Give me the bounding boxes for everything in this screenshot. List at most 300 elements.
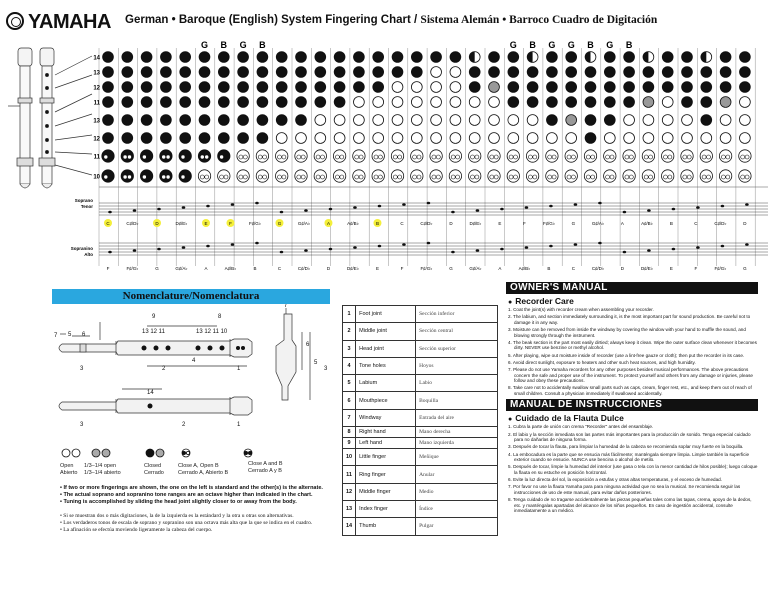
double-hole-b-icon xyxy=(745,175,749,179)
parts-cell-es: Sección inferior xyxy=(416,306,498,323)
parts-cell-n: 14 xyxy=(343,518,356,535)
parts-cell-n: 7 xyxy=(343,409,356,426)
tone-hole-icon xyxy=(682,82,693,93)
tone-hole-icon xyxy=(701,97,712,108)
soprano-note-name: C xyxy=(694,221,698,226)
tone-hole-icon xyxy=(392,97,403,108)
double-hole-icon xyxy=(372,150,384,162)
double-hole-icon xyxy=(391,170,403,182)
double-hole-icon xyxy=(584,170,596,182)
tone-hole-icon xyxy=(682,133,693,144)
tone-hole-icon xyxy=(238,115,249,126)
svg-text:9: 9 xyxy=(152,314,156,320)
soprano-note-name: G xyxy=(571,221,576,226)
parts-table-row xyxy=(343,375,498,392)
tone-hole-icon xyxy=(218,52,229,63)
tone-hole-icon xyxy=(585,82,596,93)
soprano-note-head xyxy=(549,205,553,208)
double-hole-b-icon xyxy=(726,175,730,179)
tone-hole-icon xyxy=(257,52,268,63)
double-hole-icon xyxy=(681,150,693,162)
soprano-note-name: C xyxy=(106,221,110,226)
double-hole-b-icon xyxy=(552,175,556,179)
manual-item: 5. After playing, wipe out moisture inside of recorder (use a lint-free gauze or cloth); then put the recorder in its case. xyxy=(508,352,745,358)
tone-hole-icon xyxy=(373,97,384,108)
tone-hole-icon xyxy=(508,97,519,108)
alto-note-name: E xyxy=(375,266,379,271)
double-hole-icon xyxy=(237,170,249,182)
tone-hole-icon xyxy=(720,82,731,93)
soprano-note-name: A♯/B♭ xyxy=(347,221,359,226)
parts-cell-n: 2 xyxy=(343,323,356,340)
parts-cell-en: Thumb xyxy=(356,518,416,535)
tone-hole-icon xyxy=(740,115,751,126)
double-hole-b-icon xyxy=(378,155,382,159)
tone-hole-icon xyxy=(682,115,693,126)
alto-note-head xyxy=(378,245,382,248)
tone-hole-icon xyxy=(624,52,635,63)
parts-table-row xyxy=(343,392,498,409)
double-hole-icon xyxy=(565,170,577,182)
diagram-tone-hole-icon xyxy=(196,346,201,351)
double-hole-icon xyxy=(681,170,693,182)
tone-hole-icon xyxy=(218,67,229,78)
tone-hole-icon xyxy=(141,52,152,63)
alto-note-name: B xyxy=(253,266,257,271)
double-hole-a-icon xyxy=(490,155,494,159)
double-hole-b-icon xyxy=(224,175,228,179)
tone-hole-icon xyxy=(740,52,751,63)
soprano-note-name: F xyxy=(523,221,526,226)
soprano-note-name: C♯/D♭ xyxy=(714,221,727,226)
double-hole-a-icon xyxy=(200,175,204,179)
tone-hole-icon xyxy=(469,82,480,93)
parts-table-row xyxy=(343,357,498,374)
double-hole-a-icon xyxy=(181,155,185,159)
double-hole-a-icon xyxy=(664,155,668,159)
soprano-note-head xyxy=(696,206,700,209)
double-hole-a-icon xyxy=(220,175,224,179)
double-hole-b-icon xyxy=(282,155,286,159)
double-hole-a-icon xyxy=(220,155,224,159)
soprano-note-name: F xyxy=(229,221,232,226)
tone-hole-icon xyxy=(450,52,461,63)
double-hole-b-icon xyxy=(629,155,633,159)
double-hole-icon xyxy=(430,150,442,162)
parts-table-row xyxy=(343,518,498,535)
double-hole-b-icon xyxy=(301,155,305,159)
tone-hole-icon xyxy=(257,67,268,78)
double-hole-b-icon xyxy=(687,175,691,179)
thumb-indicator-label: B xyxy=(220,40,228,50)
double-hole-icon xyxy=(218,150,230,162)
tone-hole-icon xyxy=(662,52,673,63)
tone-hole-icon xyxy=(218,82,229,93)
tone-hole-icon xyxy=(508,52,519,63)
double-hole-b-icon xyxy=(726,155,730,159)
parts-cell-es: Labio xyxy=(416,375,498,392)
alto-note-head xyxy=(598,242,602,245)
legend-partial: 1/3–1/4 open 1/3–1/4 abierto xyxy=(84,463,121,476)
tone-hole-icon xyxy=(103,52,114,63)
parts-cell-es: Boquilla xyxy=(416,392,498,409)
note-english-1: • If two or more fingerings are shown, the one on the left is standard and the other(s) is the alternate. xyxy=(60,485,323,491)
tone-hole-icon xyxy=(643,97,654,108)
svg-text:3: 3 xyxy=(80,422,84,428)
parts-cell-en: Left hand xyxy=(356,438,416,449)
page-title xyxy=(125,14,657,26)
legend-close-ab: Close A, Open B Cerrado A, Abierto B xyxy=(178,463,229,476)
parts-cell-es: Sección central xyxy=(416,323,498,340)
tone-hole-icon xyxy=(218,115,229,126)
double-hole-b-icon xyxy=(494,175,498,179)
double-hole-b-icon xyxy=(668,155,672,159)
double-hole-a-icon xyxy=(683,155,687,159)
tone-hole-icon xyxy=(122,97,133,108)
tone-hole-icon xyxy=(199,52,210,63)
manual-item: 2. The labium, and section immediately surrounding it, is the most important part for sound production. Be careful not to damage it in any way. xyxy=(508,314,751,325)
double-hole-a-icon xyxy=(625,155,629,159)
tone-hole-icon xyxy=(180,97,191,108)
tone-hole-icon xyxy=(547,133,558,144)
svg-text:3: 3 xyxy=(80,366,84,372)
double-hole-icon xyxy=(198,170,210,182)
tone-hole-icon xyxy=(527,97,538,108)
svg-text:2: 2 xyxy=(162,366,166,372)
double-hole-b-icon xyxy=(417,155,421,159)
parts-cell-n: 8 xyxy=(343,427,356,438)
double-hole-a-icon xyxy=(355,175,359,179)
alto-note-head xyxy=(623,251,627,254)
tone-hole-icon xyxy=(199,133,210,144)
tone-hole-icon xyxy=(604,82,615,93)
parts-cell-en: Middle joint xyxy=(356,323,416,340)
double-hole-b-icon xyxy=(552,155,556,159)
tone-hole-icon xyxy=(315,82,326,93)
double-hole-icon xyxy=(488,150,500,162)
double-hole-b-icon xyxy=(571,155,575,159)
double-hole-icon xyxy=(160,150,172,162)
tone-hole-icon xyxy=(180,82,191,93)
tone-hole-icon xyxy=(257,82,268,93)
double-hole-b-icon xyxy=(185,155,189,159)
manual-item: 2. El labio y la sección inmediata son las partes más importantes para la producción de sonido. Tenga especial cuidado para no dañarlas de ninguna forma. xyxy=(508,431,751,443)
tone-hole-icon xyxy=(103,82,114,93)
alto-note-head xyxy=(182,246,186,249)
double-hole-icon xyxy=(623,150,635,162)
alto-note-head xyxy=(721,245,725,248)
tone-hole-icon xyxy=(701,67,712,78)
soprano-note-name: A xyxy=(326,221,330,226)
alto-note-head xyxy=(133,249,137,252)
tone-hole-icon xyxy=(508,67,519,78)
tone-hole-icon xyxy=(354,133,365,144)
tone-hole-icon xyxy=(392,82,403,93)
double-hole-a-icon xyxy=(142,175,146,179)
double-hole-a-icon xyxy=(104,175,108,179)
tone-hole-icon xyxy=(585,97,596,108)
double-hole-b-icon xyxy=(243,175,247,179)
double-hole-a-icon xyxy=(162,155,166,159)
soprano-note-head xyxy=(280,211,284,214)
tone-hole-icon xyxy=(161,97,172,108)
parts-cell-en: Index finger xyxy=(356,500,416,517)
soprano-note-head xyxy=(500,208,504,211)
tone-hole-icon xyxy=(276,97,287,108)
yamaha-logo xyxy=(6,11,111,34)
tone-hole-icon xyxy=(180,67,191,78)
alto-note-head xyxy=(745,243,749,246)
note-english-2: • The actual soprano and sopranino tone ranges are an octave higher than indicated in the chart. xyxy=(60,492,313,498)
double-hole-a-icon xyxy=(239,155,243,159)
manual-heading-spanish: MANUAL DE INSTRUCCIONES xyxy=(506,399,758,411)
double-hole-icon xyxy=(565,150,577,162)
tone-hole-icon xyxy=(662,133,673,144)
soprano-note-head xyxy=(623,211,627,214)
tone-hole-icon xyxy=(315,52,326,63)
soprano-note-head xyxy=(353,206,357,209)
soprano-note-name: B xyxy=(669,221,673,226)
alto-note-head xyxy=(353,246,357,249)
parts-cell-n: 12 xyxy=(343,483,356,500)
tone-hole-icon xyxy=(720,52,731,63)
double-hole-icon xyxy=(256,150,268,162)
svg-text:8: 8 xyxy=(218,314,222,320)
double-hole-icon xyxy=(430,170,442,182)
double-hole-b-icon xyxy=(591,155,595,159)
double-hole-b-icon xyxy=(456,175,460,179)
half-hole-icon xyxy=(701,52,706,63)
tone-hole-icon xyxy=(122,115,133,126)
tone-hole-icon xyxy=(547,97,558,108)
tone-hole-icon xyxy=(643,67,654,78)
tone-hole-icon xyxy=(604,133,615,144)
double-hole-a-icon xyxy=(490,175,494,179)
double-hole-icon xyxy=(469,170,481,182)
double-hole-b-icon xyxy=(147,175,151,179)
svg-text:14: 14 xyxy=(147,390,154,396)
hole-number-label: 13 xyxy=(93,70,100,77)
alto-note-head xyxy=(255,242,259,245)
double-hole-a-icon xyxy=(104,155,108,159)
tone-hole-icon xyxy=(489,133,500,144)
tone-hole-icon xyxy=(238,52,249,63)
tone-hole-icon xyxy=(103,97,114,108)
tone-hole-icon xyxy=(720,115,731,126)
alto-note-head xyxy=(574,243,578,246)
tone-hole-icon xyxy=(547,52,558,63)
soprano-note-name: E xyxy=(498,221,502,226)
tone-hole-icon xyxy=(701,133,712,144)
thumb-indicator-label: B xyxy=(587,40,594,50)
parts-cell-es: Meñique xyxy=(416,449,498,466)
tone-hole-icon xyxy=(469,67,480,78)
svg-text:6: 6 xyxy=(306,342,310,348)
double-hole-b-icon xyxy=(533,155,537,159)
parts-cell-n: 3 xyxy=(343,340,356,357)
tone-hole-icon xyxy=(218,97,229,108)
parts-table-row xyxy=(343,427,498,438)
tone-hole-icon xyxy=(276,52,287,63)
soprano-note-head xyxy=(182,206,186,209)
tone-hole-icon xyxy=(161,52,172,63)
double-hole-a-icon xyxy=(606,155,610,159)
double-hole-b-icon xyxy=(359,155,363,159)
tone-hole-icon xyxy=(450,115,461,126)
tone-hole-icon xyxy=(720,133,731,144)
double-hole-b-icon xyxy=(185,175,189,179)
tone-hole-icon xyxy=(354,67,365,78)
parts-cell-es: Sección superior xyxy=(416,340,498,357)
tone-hole-icon xyxy=(411,52,422,63)
alto-note-name: A xyxy=(498,266,502,271)
tone-hole-icon xyxy=(141,97,152,108)
double-hole-a-icon xyxy=(586,175,590,179)
double-hole-b-icon xyxy=(707,175,711,179)
tone-hole-icon xyxy=(662,82,673,93)
double-hole-b-icon xyxy=(166,175,170,179)
double-hole-b-icon xyxy=(282,175,286,179)
diagram-tone-hole-icon xyxy=(220,346,225,351)
double-hole-a-icon xyxy=(451,175,455,179)
alto-note-name: D xyxy=(326,266,331,271)
tone-hole-icon xyxy=(508,82,519,93)
manual-item: 8. Tenga cuidado de no tragarse accidentalmente las piezas pequeñas tales como las tapas, crema, apoyo de la dedos, etc. y manténgalas apartadas del alcance de los niños pequeños. En caso de ingestión accidental, consulte inmediatamente a un médico. xyxy=(508,497,752,514)
soprano-note-head xyxy=(255,202,259,205)
tone-hole-icon xyxy=(296,67,307,78)
double-hole-a-icon xyxy=(335,175,339,179)
soprano-note-name: C♯/D♭ xyxy=(126,221,139,226)
tone-hole-icon xyxy=(257,133,268,144)
tone-hole-icon xyxy=(296,133,307,144)
tone-hole-icon xyxy=(334,67,345,78)
fingering-chart xyxy=(0,40,768,275)
double-hole-icon xyxy=(102,170,114,182)
soprano-note-head xyxy=(206,205,210,208)
alto-note-head xyxy=(427,242,431,245)
tone-hole-icon xyxy=(392,115,403,126)
tone-hole-icon xyxy=(276,67,287,78)
double-hole-a-icon xyxy=(374,175,378,179)
owners-manual xyxy=(506,282,758,516)
double-hole-icon xyxy=(391,150,403,162)
double-hole-icon xyxy=(584,150,596,162)
tone-hole-icon xyxy=(662,67,673,78)
double-hole-b-icon xyxy=(436,155,440,159)
manual-item: 6. Avoid direct sunlight, exposure to heaters and other such heat sources, and high humidity. xyxy=(508,359,696,365)
parts-cell-n: 5 xyxy=(343,375,356,392)
tone-hole-icon xyxy=(411,97,422,108)
tone-hole-icon xyxy=(296,115,307,126)
soprano-note-name: A♯/B♭ xyxy=(641,221,653,226)
manual-item: 7. Por favor no use la flauta Yamaha para para ninguna actividad que no sea la musical. Se recomienda seguir las instrucciones de uso de este manual, para evitar daños posteriores. xyxy=(508,484,741,495)
double-hole-a-icon xyxy=(335,155,339,159)
double-hole-a-icon xyxy=(606,175,610,179)
tone-hole-icon xyxy=(566,97,577,108)
double-hole-a-icon xyxy=(432,175,436,179)
double-hole-icon xyxy=(604,150,616,162)
half-hole-icon xyxy=(585,52,590,63)
alto-note-name: F xyxy=(400,266,404,271)
double-hole-icon xyxy=(546,150,558,162)
tone-hole-icon xyxy=(103,133,114,144)
soprano-note-head xyxy=(427,202,431,205)
double-hole-a-icon xyxy=(258,175,262,179)
alto-note-name: C xyxy=(277,266,282,271)
double-hole-b-icon xyxy=(147,155,151,159)
manual-item: 4. The beak section is the part most easily dirtied; always keep it clean. Wipe the outer surface clean whenever it becomes dirty. NEVER use benzine or methyl alcohol. xyxy=(508,339,757,351)
double-hole-a-icon xyxy=(181,175,185,179)
double-hole-a-icon xyxy=(567,175,571,179)
parts-cell-n: 1 xyxy=(343,306,356,323)
diagram-double-hole-icon xyxy=(236,346,240,350)
note-spanish-3: • La afinación se efectúa moviendo ligeramente la cabeza del cuerpo. xyxy=(60,527,213,533)
parts-table-row xyxy=(343,500,498,517)
tone-hole-icon xyxy=(161,82,172,93)
tone-hole-icon xyxy=(566,67,577,78)
double-hole-icon xyxy=(353,170,365,182)
double-hole-a-icon xyxy=(567,155,571,159)
tone-hole-icon xyxy=(508,133,519,144)
manual-subheading-spanish: ● Cuidado de la Flauta Dulce xyxy=(508,413,758,423)
parts-cell-es: Pulgar xyxy=(416,518,498,535)
diagram-tone-hole-icon xyxy=(166,346,171,351)
header xyxy=(0,0,768,40)
double-hole-b-icon xyxy=(591,175,595,179)
double-hole-b-icon xyxy=(205,175,209,179)
parts-cell-n: 11 xyxy=(343,466,356,483)
tone-hole-icon xyxy=(141,82,152,93)
tone-hole-icon xyxy=(411,133,422,144)
alto-note-name: A♯/B♭ xyxy=(518,266,531,271)
double-hole-icon xyxy=(295,150,307,162)
alto-note-head xyxy=(549,245,553,248)
tone-hole-icon xyxy=(334,82,345,93)
double-hole-icon xyxy=(256,170,268,182)
parts-cell-es: Entrada del aire xyxy=(416,409,498,426)
double-hole-icon xyxy=(411,150,423,162)
tone-hole-icon xyxy=(103,115,114,126)
double-hole-b-icon xyxy=(359,175,363,179)
svg-text:7: 7 xyxy=(54,333,58,339)
soprano-note-name: G♯/A♭ xyxy=(591,221,604,226)
parts-table-row xyxy=(343,466,498,483)
alto-note-head xyxy=(647,249,651,252)
tone-hole-icon xyxy=(296,52,307,63)
parts-table-row xyxy=(343,340,498,357)
tone-hole-icon xyxy=(585,67,596,78)
alto-note-head xyxy=(157,248,161,251)
double-hole-a-icon xyxy=(278,155,282,159)
double-hole-b-icon xyxy=(456,155,460,159)
double-hole-b-icon xyxy=(417,175,421,179)
double-hole-a-icon xyxy=(258,155,262,159)
soprano-note-head xyxy=(329,208,333,211)
half-hole-icon xyxy=(527,52,532,63)
alto-note-name: F xyxy=(106,266,110,271)
double-hole-icon xyxy=(739,170,751,182)
double-hole-b-icon xyxy=(398,175,402,179)
double-hole-a-icon xyxy=(297,175,301,179)
double-hole-icon xyxy=(719,150,731,162)
tone-hole-icon xyxy=(527,67,538,78)
parts-cell-es: Mano izquierda xyxy=(416,438,498,449)
double-hole-a-icon xyxy=(644,155,648,159)
tone-hole-icon xyxy=(604,115,615,126)
double-hole-icon xyxy=(507,170,519,182)
double-hole-b-icon xyxy=(340,175,344,179)
double-hole-a-icon xyxy=(239,175,243,179)
